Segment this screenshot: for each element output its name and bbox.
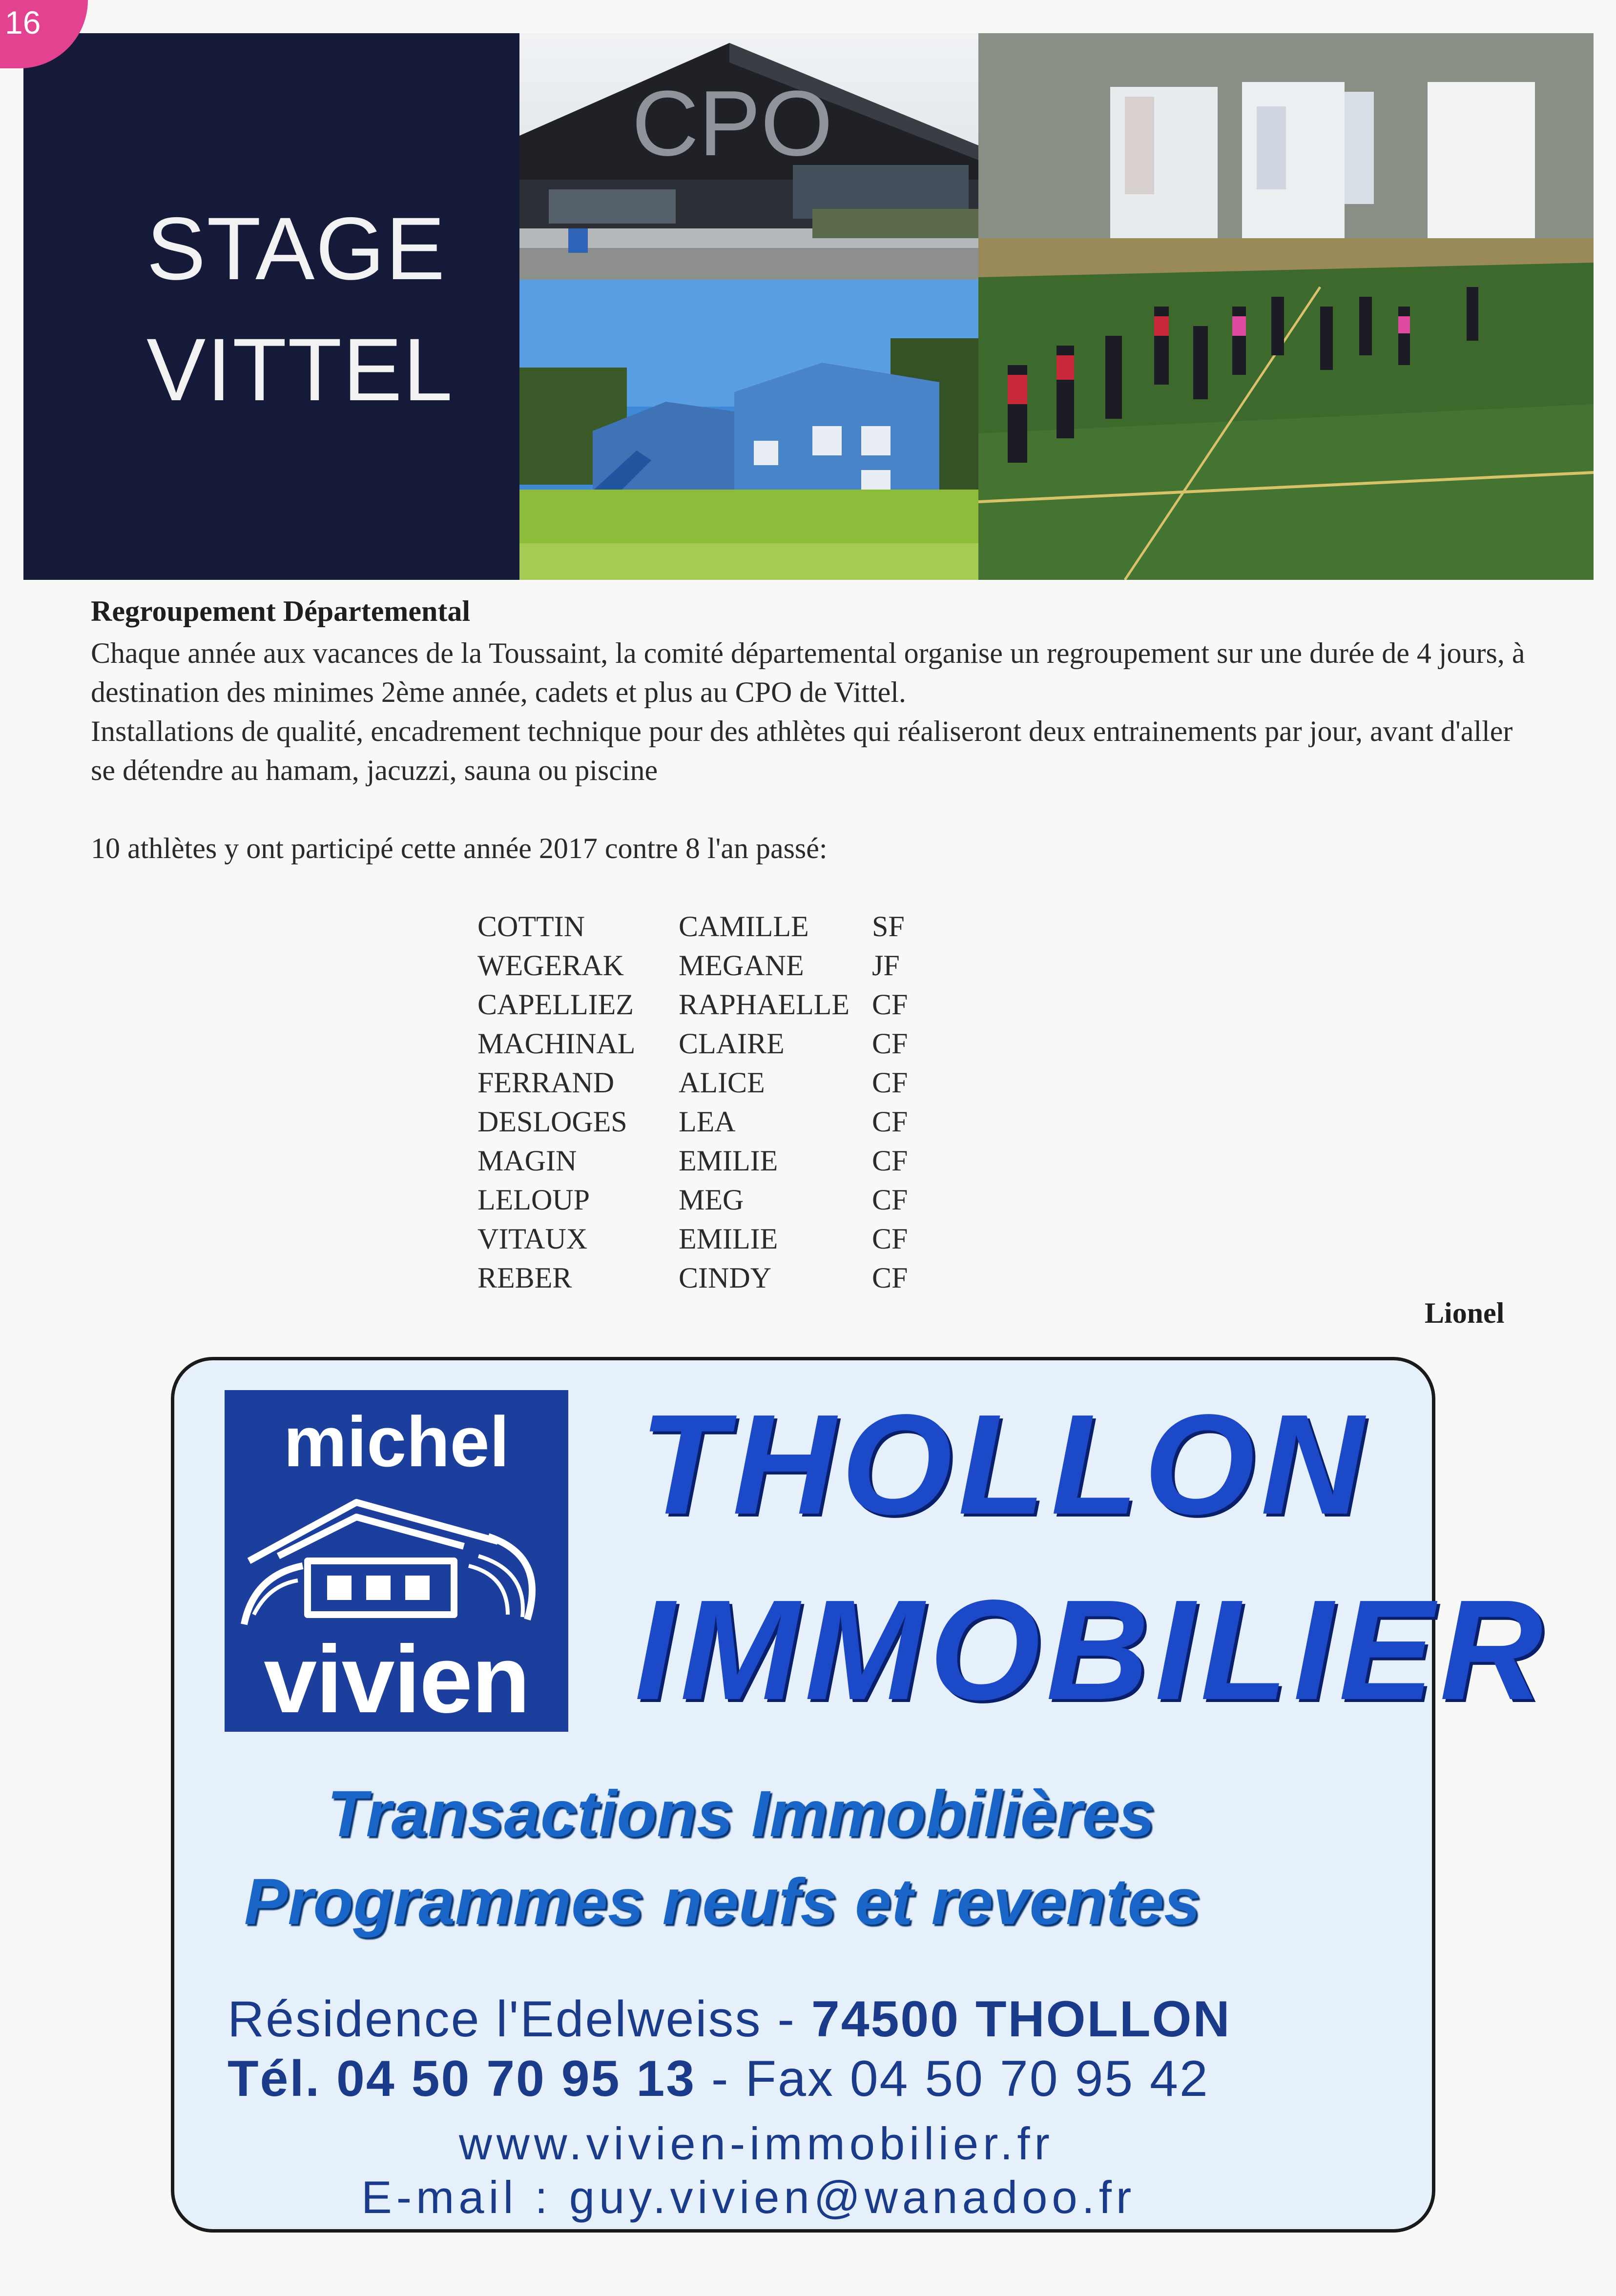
tagline-2: Programmes neufs et reventes (244, 1866, 1201, 1938)
athlete-category: CF (872, 1223, 908, 1255)
athlete-last-name: COTTIN (477, 910, 585, 943)
athlete-row (477, 946, 908, 985)
athlete-category: JF (872, 949, 900, 982)
website-link[interactable]: www.vivien-immobilier.fr (459, 2118, 1054, 2169)
athlete-row (477, 1102, 908, 1141)
athlete-last-name: REBER (477, 1262, 572, 1294)
athlete-category: CF (872, 988, 908, 1021)
chalets-photo (519, 280, 978, 580)
athlete-last-name: WEGERAK (477, 949, 624, 982)
athlete-category: CF (872, 1027, 908, 1060)
athlete-last-name: FERRAND (477, 1066, 615, 1099)
article-author: Lionel (1425, 1297, 1505, 1329)
athlete-first-name: MEGANE (679, 949, 804, 982)
article-heading: Regroupement Départemental (91, 595, 471, 627)
athlete-first-name: LEA (679, 1106, 736, 1138)
brand-name-line-1: THOLLON (640, 1385, 1370, 1544)
title-line-2: VITTEL (146, 320, 454, 419)
house-icon (234, 1483, 559, 1629)
logo-text-top: michel (283, 1402, 510, 1481)
athlete-category: CF (872, 1184, 908, 1216)
logo-text-bottom: vivien (264, 1626, 529, 1733)
address-line (228, 1990, 1231, 2049)
phone-number: Tél. 04 50 70 95 13 (228, 2050, 696, 2107)
agency-logo (225, 1390, 568, 1732)
athlete-first-name: RAPHAELLE (679, 988, 849, 1021)
page-title (146, 188, 454, 430)
athlete-last-name: VITAUX (477, 1223, 588, 1255)
article-paragraph: Installations de qualité, encadrement technique pour des athlètes qui réaliseront deux entrainements par jour, avant d'aller se détendre au hamam, jacuzzi, sauna ou piscine (91, 715, 1513, 786)
athlete-last-name: MACHINAL (477, 1027, 636, 1060)
athlete-first-name: EMILIE (679, 1145, 778, 1177)
fax-number: - Fax 04 50 70 95 42 (696, 2050, 1209, 2107)
athlete-first-name: EMILIE (679, 1223, 778, 1255)
athlete-row (477, 1219, 908, 1258)
athlete-first-name: ALICE (679, 1066, 765, 1099)
cpo-building-photo (519, 33, 978, 280)
athlete-first-name: CLAIRE (679, 1027, 785, 1060)
tagline-1: Transactions Immobilières (327, 1778, 1155, 1850)
page-number: 16 (5, 4, 41, 41)
participation-summary: 10 athlètes y ont participé cette année 2017 contre 8 l'an passé: (91, 832, 828, 864)
athlete-category: SF (872, 910, 905, 943)
brand-name-line-2: IMMOBILIER (635, 1570, 1549, 1729)
athlete-row (477, 1024, 908, 1063)
athlete-category: CF (872, 1262, 908, 1294)
athlete-row (477, 1141, 908, 1180)
athlete-row (477, 1258, 908, 1297)
athlete-row (477, 1063, 908, 1102)
athlete-category: CF (872, 1066, 908, 1099)
athlete-last-name: CAPELLIEZ (477, 988, 634, 1021)
athlete-row (477, 1180, 908, 1219)
title-line-1: STAGE (146, 199, 446, 298)
athlete-first-name: CINDY (679, 1262, 771, 1294)
email-link[interactable]: E-mail : guy.vivien@wanadoo.fr (361, 2172, 1136, 2223)
athlete-row (477, 985, 908, 1024)
athlete-first-name: CAMILLE (679, 910, 809, 943)
athlete-row (477, 907, 908, 946)
cpo-sign-text: CPO (632, 72, 833, 175)
athlete-first-name: MEG (679, 1184, 744, 1216)
athlete-last-name: DESLOGES (477, 1106, 627, 1138)
address-separator: - (762, 1991, 811, 2048)
athlete-last-name: MAGIN (477, 1145, 577, 1177)
address: Résidence l'Edelweiss (228, 1991, 762, 2048)
phone-line (228, 2050, 1209, 2108)
article-paragraph: Chaque année aux vacances de la Toussaint, la comité départemental organise un regroupement sur une durée de 4 jours, à destination des minimes 2ème année, cadets et plus au CPO de Vittel. (91, 637, 1525, 708)
athlete-list (477, 907, 908, 1297)
athlete-last-name: LELOUP (477, 1184, 590, 1216)
postal-city: 74500 THOLLON (811, 1991, 1231, 2048)
athlete-category: CF (872, 1106, 908, 1138)
athlete-category: CF (872, 1145, 908, 1177)
gym-training-photo (978, 33, 1594, 580)
